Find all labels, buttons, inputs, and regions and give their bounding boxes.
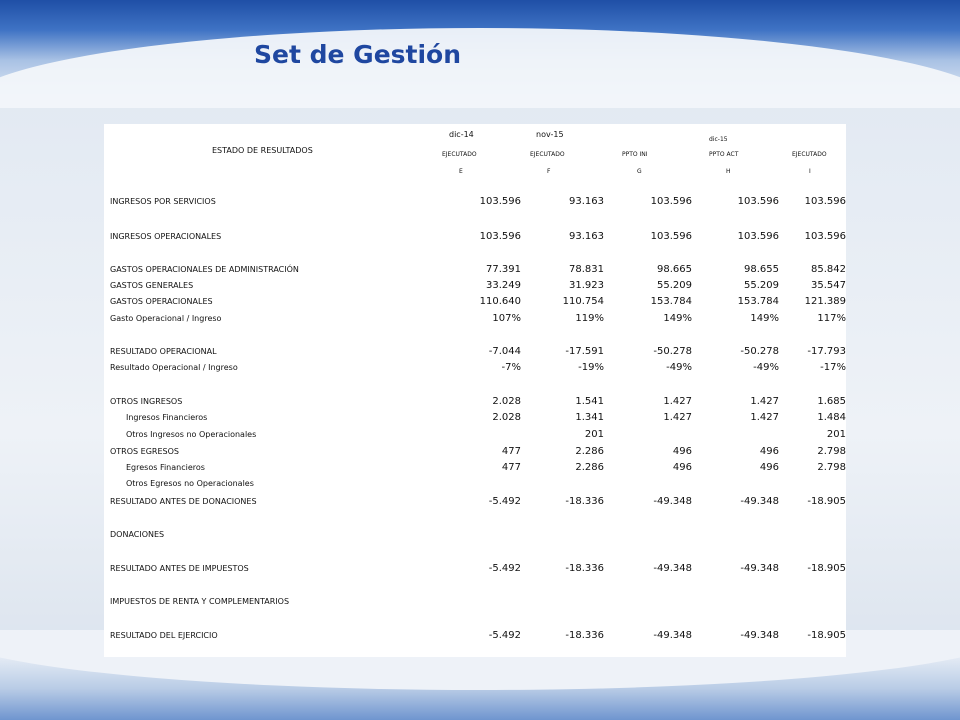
column-letter-h: H bbox=[726, 168, 731, 175]
cell-value: 1.427 bbox=[663, 396, 692, 407]
cell-value: -50.278 bbox=[740, 346, 779, 357]
cell-value: -17% bbox=[820, 362, 846, 373]
row-label: Otros Ingresos no Operacionales bbox=[126, 430, 257, 439]
row-label: GASTOS OPERACIONALES bbox=[110, 297, 213, 306]
row-label: DONACIONES bbox=[110, 530, 165, 539]
cell-value: 1.541 bbox=[575, 396, 604, 407]
cell-value: 2.286 bbox=[575, 446, 604, 457]
row-label: Gasto Operacional / Ingreso bbox=[110, 314, 222, 323]
row-label: GASTOS OPERACIONALES DE ADMINISTRACIÓN bbox=[110, 265, 299, 274]
cell-value: 201 bbox=[584, 429, 604, 440]
cell-value: 149% bbox=[663, 313, 692, 324]
cell-value: 496 bbox=[759, 462, 779, 473]
row-label: OTROS EGRESOS bbox=[110, 447, 179, 456]
cell-value: 85.842 bbox=[811, 264, 846, 275]
cell-value: 2.028 bbox=[492, 412, 521, 423]
row-label: INGRESOS POR SERVICIOS bbox=[110, 197, 216, 206]
column-header-h: PPTO ACT bbox=[709, 151, 739, 158]
cell-value: 77.391 bbox=[486, 264, 521, 275]
row-label: Otros Egresos no Operacionales bbox=[126, 479, 254, 488]
cell-value: 103.596 bbox=[650, 231, 692, 242]
cell-value: 477 bbox=[501, 446, 521, 457]
row-label: OTROS INGRESOS bbox=[110, 397, 183, 406]
cell-value: 55.209 bbox=[657, 280, 692, 291]
cell-value: -49.348 bbox=[740, 496, 779, 507]
cell-value: -17.591 bbox=[565, 346, 604, 357]
cell-value: -18.905 bbox=[807, 630, 846, 641]
slide-title: Set de Gestión bbox=[254, 40, 462, 69]
row-label: IMPUESTOS DE RENTA Y COMPLEMENTARIOS bbox=[110, 597, 290, 606]
column-header-e: EJECUTADO bbox=[442, 151, 477, 158]
cell-value: 1.484 bbox=[817, 412, 846, 423]
cell-value: 103.596 bbox=[804, 196, 846, 207]
cell-value: 31.923 bbox=[569, 280, 604, 291]
cell-value: -18.905 bbox=[807, 496, 846, 507]
cell-value: -49.348 bbox=[653, 563, 692, 574]
cell-value: 496 bbox=[672, 446, 692, 457]
cell-value: -5.492 bbox=[488, 496, 521, 507]
cell-value: 103.596 bbox=[479, 196, 521, 207]
cell-value: 2.286 bbox=[575, 462, 604, 473]
cell-value: -18.905 bbox=[807, 563, 846, 574]
cell-value: 1.427 bbox=[663, 412, 692, 423]
column-header-f: EJECUTADO bbox=[530, 151, 565, 158]
column-header-i: EJECUTADO bbox=[792, 151, 827, 158]
column-letter-i: I bbox=[809, 168, 811, 175]
cell-value: 93.163 bbox=[569, 196, 604, 207]
cell-value: 103.596 bbox=[737, 196, 779, 207]
cell-value: -18.336 bbox=[565, 630, 604, 641]
cell-value: 103.596 bbox=[737, 231, 779, 242]
cell-value: -18.336 bbox=[565, 496, 604, 507]
cell-value: -19% bbox=[578, 362, 604, 373]
cell-value: -7.044 bbox=[488, 346, 521, 357]
cell-value: 103.596 bbox=[479, 231, 521, 242]
cell-value: 2.798 bbox=[817, 446, 846, 457]
row-label: Egresos Financieros bbox=[126, 463, 205, 472]
cell-value: 98.665 bbox=[657, 264, 692, 275]
row-label: RESULTADO ANTES DE IMPUESTOS bbox=[110, 564, 249, 573]
cell-value: 153.784 bbox=[650, 296, 692, 307]
cell-value: 201 bbox=[826, 429, 846, 440]
cell-value: 153.784 bbox=[737, 296, 779, 307]
cell-value: -49.348 bbox=[653, 630, 692, 641]
cell-value: 93.163 bbox=[569, 231, 604, 242]
row-label: RESULTADO ANTES DE DONACIONES bbox=[110, 497, 257, 506]
row-label: RESULTADO OPERACIONAL bbox=[110, 347, 217, 356]
cell-value: 2.798 bbox=[817, 462, 846, 473]
cell-value: 78.831 bbox=[569, 264, 604, 275]
cell-value: -50.278 bbox=[653, 346, 692, 357]
cell-value: 107% bbox=[492, 313, 521, 324]
cell-value: 1.427 bbox=[750, 412, 779, 423]
cell-value: 149% bbox=[750, 313, 779, 324]
cell-value: 103.596 bbox=[650, 196, 692, 207]
cell-value: -18.336 bbox=[565, 563, 604, 574]
row-label: GASTOS GENERALES bbox=[110, 281, 194, 290]
row-label: Resultado Operacional / Ingreso bbox=[110, 363, 238, 372]
column-header-g: PPTO INI bbox=[622, 151, 648, 158]
income-statement-table bbox=[104, 124, 846, 657]
row-label: RESULTADO DEL EJERCICIO bbox=[110, 631, 218, 640]
period-header-dic-15: dic-15 bbox=[709, 136, 728, 143]
cell-value: 496 bbox=[672, 462, 692, 473]
cell-value: -17.793 bbox=[807, 346, 846, 357]
cell-value: 2.028 bbox=[492, 396, 521, 407]
row-label: INGRESOS OPERACIONALES bbox=[110, 232, 222, 241]
cell-value: -49% bbox=[753, 362, 779, 373]
cell-value: 98.655 bbox=[744, 264, 779, 275]
cell-value: -49.348 bbox=[653, 496, 692, 507]
cell-value: 121.389 bbox=[804, 296, 846, 307]
period-header-dic-14: dic-14 bbox=[449, 130, 474, 139]
cell-value: -5.492 bbox=[488, 563, 521, 574]
row-label: Ingresos Financieros bbox=[126, 413, 208, 422]
cell-value: 1.427 bbox=[750, 396, 779, 407]
cell-value: 1.341 bbox=[575, 412, 604, 423]
cell-value: 119% bbox=[575, 313, 604, 324]
cell-value: -49% bbox=[666, 362, 692, 373]
cell-value: 110.640 bbox=[479, 296, 521, 307]
cell-value: 117% bbox=[817, 313, 846, 324]
cell-value: -7% bbox=[501, 362, 521, 373]
column-letter-g: G bbox=[637, 168, 642, 175]
cell-value: 1.685 bbox=[817, 396, 846, 407]
cell-value: -5.492 bbox=[488, 630, 521, 641]
cell-value: 110.754 bbox=[562, 296, 604, 307]
cell-value: 55.209 bbox=[744, 280, 779, 291]
cell-value: 496 bbox=[759, 446, 779, 457]
cell-value: 33.249 bbox=[486, 280, 521, 291]
cell-value: -49.348 bbox=[740, 563, 779, 574]
period-header-nov-15: nov-15 bbox=[536, 130, 564, 139]
column-letter-e: E bbox=[459, 168, 463, 175]
cell-value: -49.348 bbox=[740, 630, 779, 641]
cell-value: 35.547 bbox=[811, 280, 846, 291]
column-letter-f: F bbox=[547, 168, 551, 175]
section-header: ESTADO DE RESULTADOS bbox=[212, 146, 313, 155]
cell-value: 103.596 bbox=[804, 231, 846, 242]
cell-value: 477 bbox=[501, 462, 521, 473]
